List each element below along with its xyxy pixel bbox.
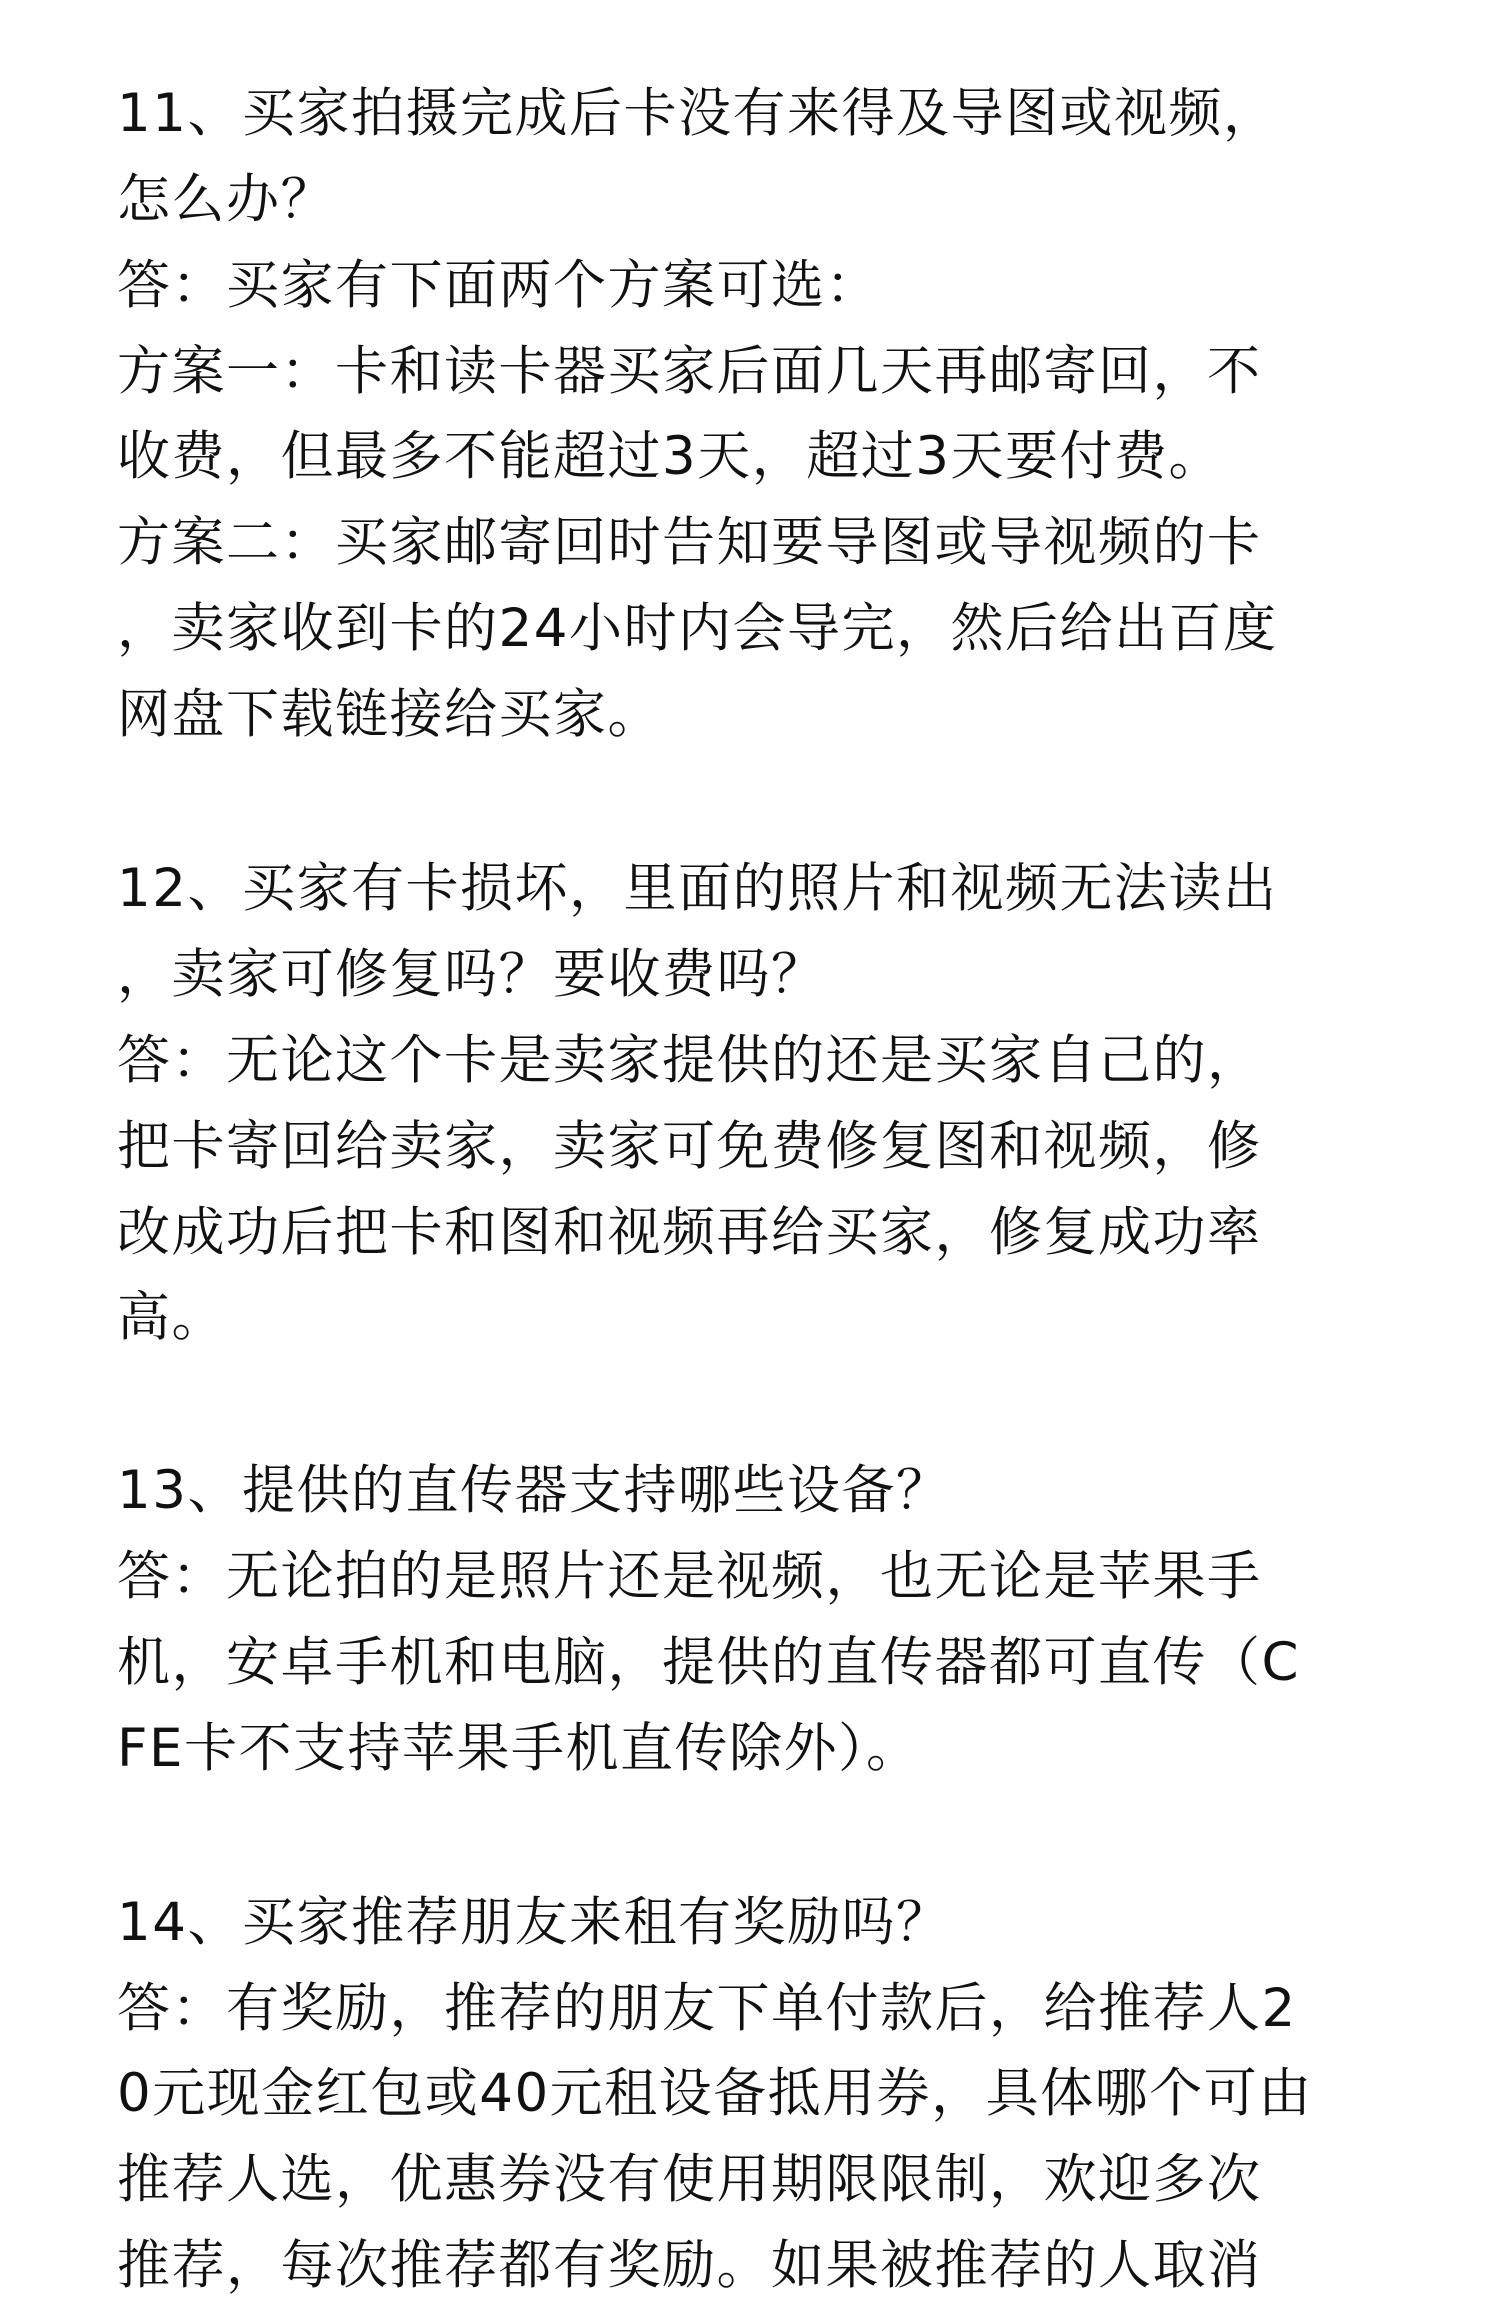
q14-title: 14、买家推荐朋友来租有奖励吗？ [117, 1892, 951, 1953]
q11-plan-two-line-1: 方案二：买家邮寄回时告知要导图或导视频的卡 [117, 512, 1262, 573]
q11-title-line-2: 怎么办？ [117, 169, 335, 230]
q14-answer-line-3: 推荐人选，优惠券没有使用期限限制，欢迎多次 [117, 2149, 1262, 2210]
q13-title: 13、提供的直传器支持哪些设备？ [117, 1460, 951, 1521]
q13-answer-line-2: 机，安卓手机和电脑，提供的直传器都可直传（C [117, 1632, 1301, 1693]
q13-answer-line-3: FE卡不支持苹果手机直传除外）。 [117, 1718, 921, 1779]
q14-answer-line-1: 答：有奖励，推荐的朋友下单付款后，给推荐人2 [117, 1978, 1297, 2039]
q12-answer-line-3: 改成功后把卡和图和视频再给买家，修复成功率 [117, 1202, 1262, 1263]
q14-answer-line-4: 推荐，每次推荐都有奖励。如果被推荐的人取消 [117, 2235, 1262, 2296]
q12-title-line-1: 12、买家有卡损坏，里面的照片和视频无法读出 [117, 858, 1278, 919]
q12-answer-line-1: 答：无论这个卡是卖家提供的还是买家自己的， [117, 1030, 1262, 1091]
q13-answer-line-1: 答：无论拍的是照片还是视频，也无论是苹果手 [117, 1546, 1262, 1607]
q11-title-line-1: 11、买家拍摄完成后卡没有来得及导图或视频， [117, 83, 1278, 144]
q12-answer-line-2: 把卡寄回给卖家，卖家可免费修复图和视频，修 [117, 1116, 1262, 1177]
q11-plan-two-line-2: ，卖家收到卡的24小时内会导完，然后给出百度 [117, 598, 1278, 659]
q11-plan-one-line-2: 收费，但最多不能超过3天，超过3天要付费。 [117, 426, 1223, 487]
q11-plan-one-line-1: 方案一：卡和读卡器买家后面几天再邮寄回，不 [117, 341, 1262, 402]
q12-answer-line-4: 高。 [117, 1287, 226, 1348]
q11-answer-intro: 答：买家有下面两个方案可选： [117, 255, 880, 316]
q14-answer-line-2: 0元现金红包或40元租设备抵用券，具体哪个可由 [117, 2063, 1313, 2124]
q12-title-line-2: ，卖家可修复吗？要收费吗？ [117, 944, 826, 1005]
q11-plan-two-line-3: 网盘下载链接给买家。 [117, 684, 662, 745]
